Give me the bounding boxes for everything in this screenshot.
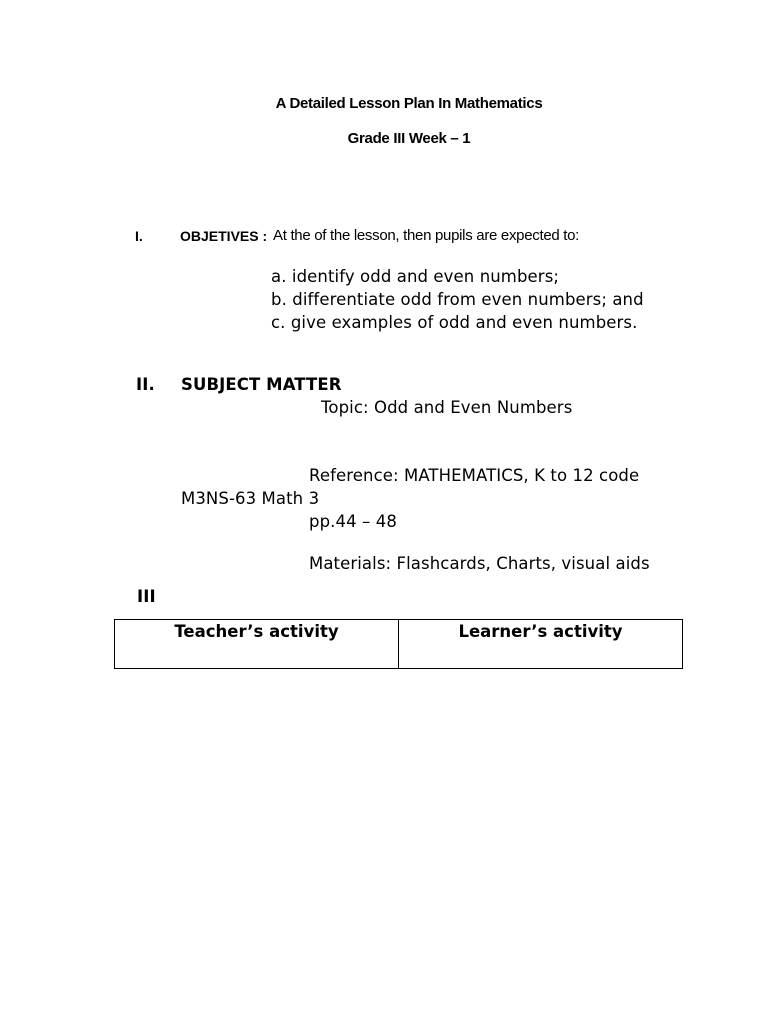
learner-activity-header: Learner’s activity <box>399 620 683 669</box>
topic-line: Topic: Odd and Even Numbers <box>321 398 573 417</box>
teacher-activity-header: Teacher’s activity <box>115 620 399 669</box>
subject-matter-heading: SUBJECT MATTER <box>181 375 342 394</box>
table-header-row <box>115 620 683 669</box>
objective-item: a. identify odd and even numbers; <box>271 267 560 286</box>
section-numeral-objectives: I. <box>135 228 143 244</box>
objective-item: b. differentiate odd from even numbers; and <box>271 290 644 309</box>
reference-pages: pp.44 – 48 <box>309 512 397 531</box>
objective-item: c. give examples of odd and even numbers. <box>271 313 638 332</box>
section-numeral-subject-matter: II. <box>136 375 155 394</box>
objectives-label: OBJETIVES : <box>180 228 268 244</box>
objectives-intro: At the of the lesson, then pupils are expected to: <box>273 227 580 244</box>
reference-line: Reference: MATHEMATICS, K to 12 code <box>309 466 640 485</box>
document-subtitle: Grade III Week – 1 <box>347 130 471 147</box>
activity-table <box>114 619 683 669</box>
section-numeral-procedure: III <box>137 587 156 606</box>
document-title: A Detailed Lesson Plan In Mathematics <box>275 95 543 112</box>
reference-line-code: M3NS-63 Math 3 <box>181 489 320 508</box>
materials-line: Materials: Flashcards, Charts, visual aids <box>309 554 650 573</box>
